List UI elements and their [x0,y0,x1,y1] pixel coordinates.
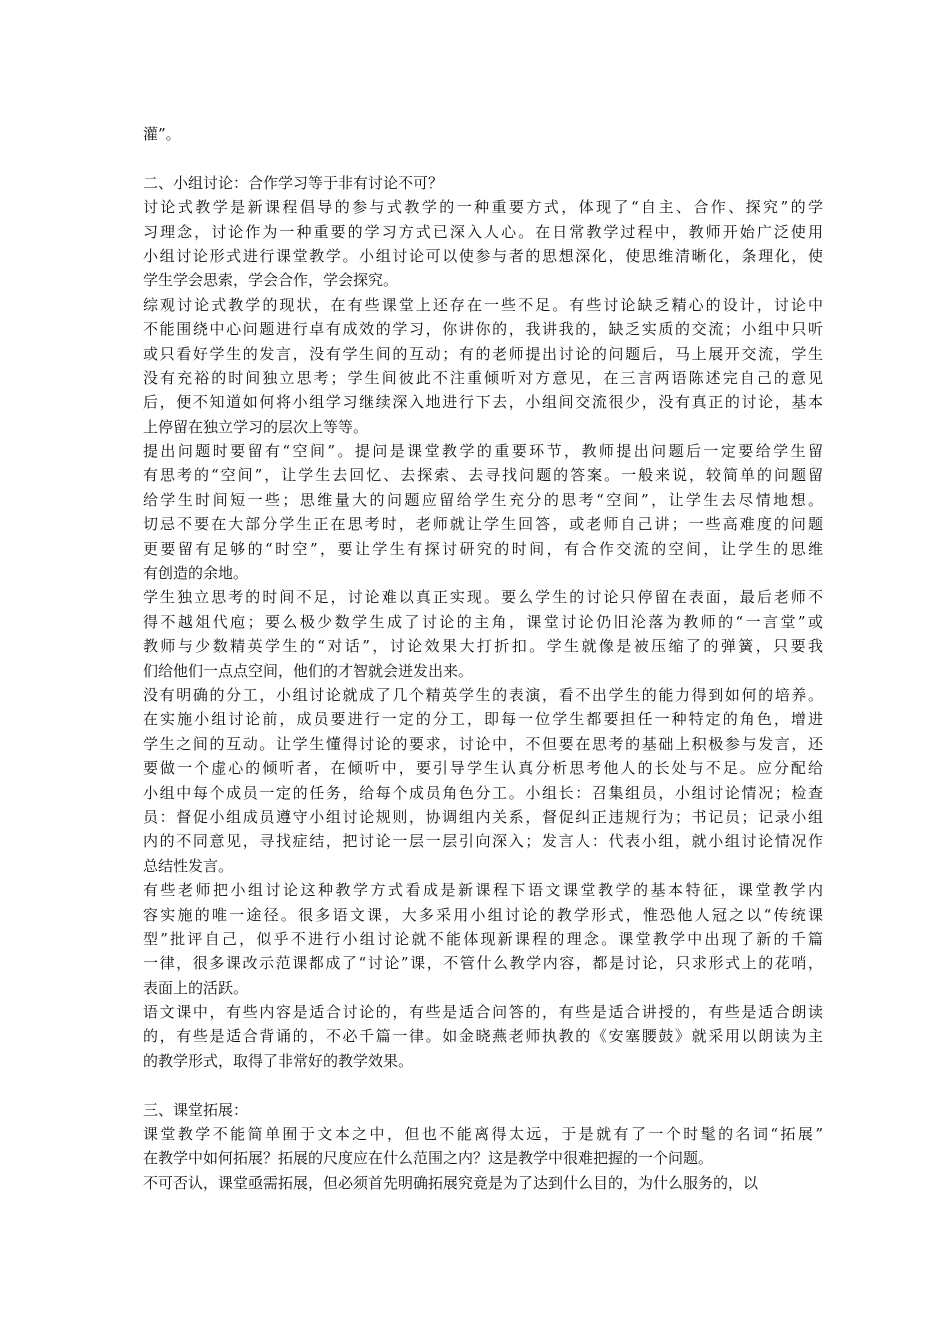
paragraph [143,293,823,439]
paragraph-line: 小组中每个成员一定的任务，给每个成员角色分工。小组长：召集组员，小组讨论情况；检查 [143,783,823,802]
paragraph-line: 不能围绕中心问题进行卓有成效的学习，你讲你的，我讲我的，缺乏实质的交流；小组中只听 [143,320,823,339]
paragraph [143,585,823,683]
paragraph [143,195,823,293]
paragraph-line: 一律，很多课改示范课都成了“讨论”课，不管什么教学内容，都是讨论，只求形式上的花哨， [143,954,823,973]
paragraph-line: 没有充裕的时间独立思考；学生间彼此不注重倾听对方意见，在三言两语陈述完自己的意见 [143,368,823,387]
paragraph-line: 型”批评自己，似乎不进行小组讨论就不能体现新课程的理念。课堂教学中出现了新的千篇 [143,929,823,948]
paragraph-line: 有思考的“空间”，让学生去回忆、去探索、去寻找问题的答案。一般来说，较简单的问题留 [143,466,823,485]
paragraph-line: 上停留在独立学习的层次上等等。 [143,417,369,436]
paragraph-line: 学生独立思考的时间不足，讨论难以真正实现。要么学生的讨论只停留在表面，最后老师不 [143,588,823,607]
paragraph-line: 课堂教学不能简单囿于文本之中，但也不能离得太远，于是就有了一个时髦的名词“拓展” [143,1125,823,1144]
paragraph-line: 内的不同意见，寻找症结，把讨论一层一层引向深入；发言人：代表小组，就小组讨论情况作 [143,832,823,851]
paragraph-line: 讨论式教学是新课程倡导的参与式教学的一种重要方式，体现了“自主、合作、探究”的学 [143,198,823,217]
paragraph-line: 小组讨论形式进行课堂教学。小组讨论可以使参与者的思想深化，使思维清晰化，条理化，使 [143,246,823,265]
paragraph-line: 们给他们一点点空间，他们的才智就会迸发出来。 [143,661,474,680]
paragraph [143,1171,823,1195]
paragraph-line: 学生之间的互动。让学生懂得讨论的要求，讨论中，不但要在思考的基础上积极参与发言，还 [143,734,823,753]
paragraph-line: 有些老师把小组讨论这种教学方式看成是新课程下语文课堂教学的基本特征，课堂教学内 [143,881,823,900]
paragraph-line: 得不越俎代庖；要么极少数学生成了讨论的主角，课堂讨论仍旧沦落为教师的“一言堂”或 [143,612,823,631]
paragraph-line: 教师与少数精英学生的“对话”，讨论效果大打折扣。学生就像是被压缩了的弹簧，只要我 [143,637,823,656]
document-page [143,122,823,1195]
blank-line [143,1073,823,1097]
paragraph-line: 员：督促小组成员遵守小组讨论规则，协调组内关系，督促纠正违规行为；书记员；记录小组 [143,807,823,826]
paragraph-line: 习理念，讨论作为一种重要的学习方式已深入人心。在日常教学过程中，教师开始广泛使用 [143,222,823,241]
paragraph [143,1122,823,1171]
paragraph-line: 的，有些是适合背诵的，不必千篇一律。如金晓燕老师执教的《安塞腰鼓》就采用以朗读为主 [143,1027,823,1046]
paragraph-line: 综观讨论式教学的现状，在有些课堂上还存在一些不足。有些讨论缺乏精心的设计，讨论中 [143,295,823,314]
heading-text: 二、小组讨论：合作学习等于非有讨论不可？ [143,173,444,192]
paragraph-line: 更要留有足够的“时空”，要让学生有探讨研究的时间，有合作交流的空间，让学生的思维 [143,539,823,558]
paragraph-line: 没有明确的分工，小组讨论就成了几个精英学生的表演，看不出学生的能力得到如何的培养。 [143,685,823,704]
blank-line [143,146,823,170]
paragraph-line: 的教学形式，取得了非常好的教学效果。 [143,1051,414,1070]
paragraph-line: 灌”。 [143,125,181,143]
paragraph [143,439,823,585]
paragraph-line: 学生学会思索，学会合作，学会探究。 [143,271,399,290]
paragraph-line: 在教学中如何拓展？拓展的尺度应在什么范围之内？这是教学中很难把握的一个问题。 [143,1149,714,1168]
heading-text: 三、课堂拓展： [143,1100,249,1119]
paragraph-line: 后，便不知道如何将小组学习继续深入地进行下去，小组间交流很少，没有真正的讨论，基本 [143,393,823,412]
paragraph-line: 容实施的唯一途径。很多语文课，大多采用小组讨论的教学形式，惟恐他人冠之以“传统课 [143,905,823,924]
paragraph-line: 在实施小组讨论前，成员要进行一定的分工，即每一位学生都要担任一种特定的角色，增进 [143,710,823,729]
paragraph [143,122,823,146]
paragraph-line: 切忌不要在大部分学生正在思考时，老师就让学生回答，或老师自己讲；一些高难度的问题 [143,515,823,534]
paragraph-line: 有创造的余地。 [143,564,249,583]
paragraph [143,878,823,1000]
paragraph-line: 不可否认，课堂亟需拓展，但必须首先明确拓展究竟是为了达到什么目的，为什么服务的，以 [143,1173,759,1192]
paragraph [143,1000,823,1073]
section-heading [143,171,823,195]
paragraph-line: 提出问题时要留有“空间”。提问是课堂教学的重要环节，教师提出问题后一定要给学生留 [143,442,823,461]
paragraph [143,683,823,878]
paragraph-line: 要做一个虚心的倾听者，在倾听中，要引导学生认真分析思考他人的长处与不足。应分配给 [143,759,823,778]
paragraph-line: 给学生时间短一些；思维量大的问题应留给学生充分的思考“空间”，让学生去尽情地想。 [143,490,823,509]
paragraph-line: 或只看好学生的发言，没有学生间的互动；有的老师提出讨论的问题后，马上展开交流，学生 [143,344,823,363]
paragraph-line: 语文课中，有些内容是适合讨论的，有些是适合问答的，有些是适合讲授的，有些是适合朗读 [143,1003,823,1022]
paragraph-line: 表面上的活跃。 [143,978,249,997]
paragraph-line: 总结性发言。 [143,856,234,875]
section-heading [143,1098,823,1122]
